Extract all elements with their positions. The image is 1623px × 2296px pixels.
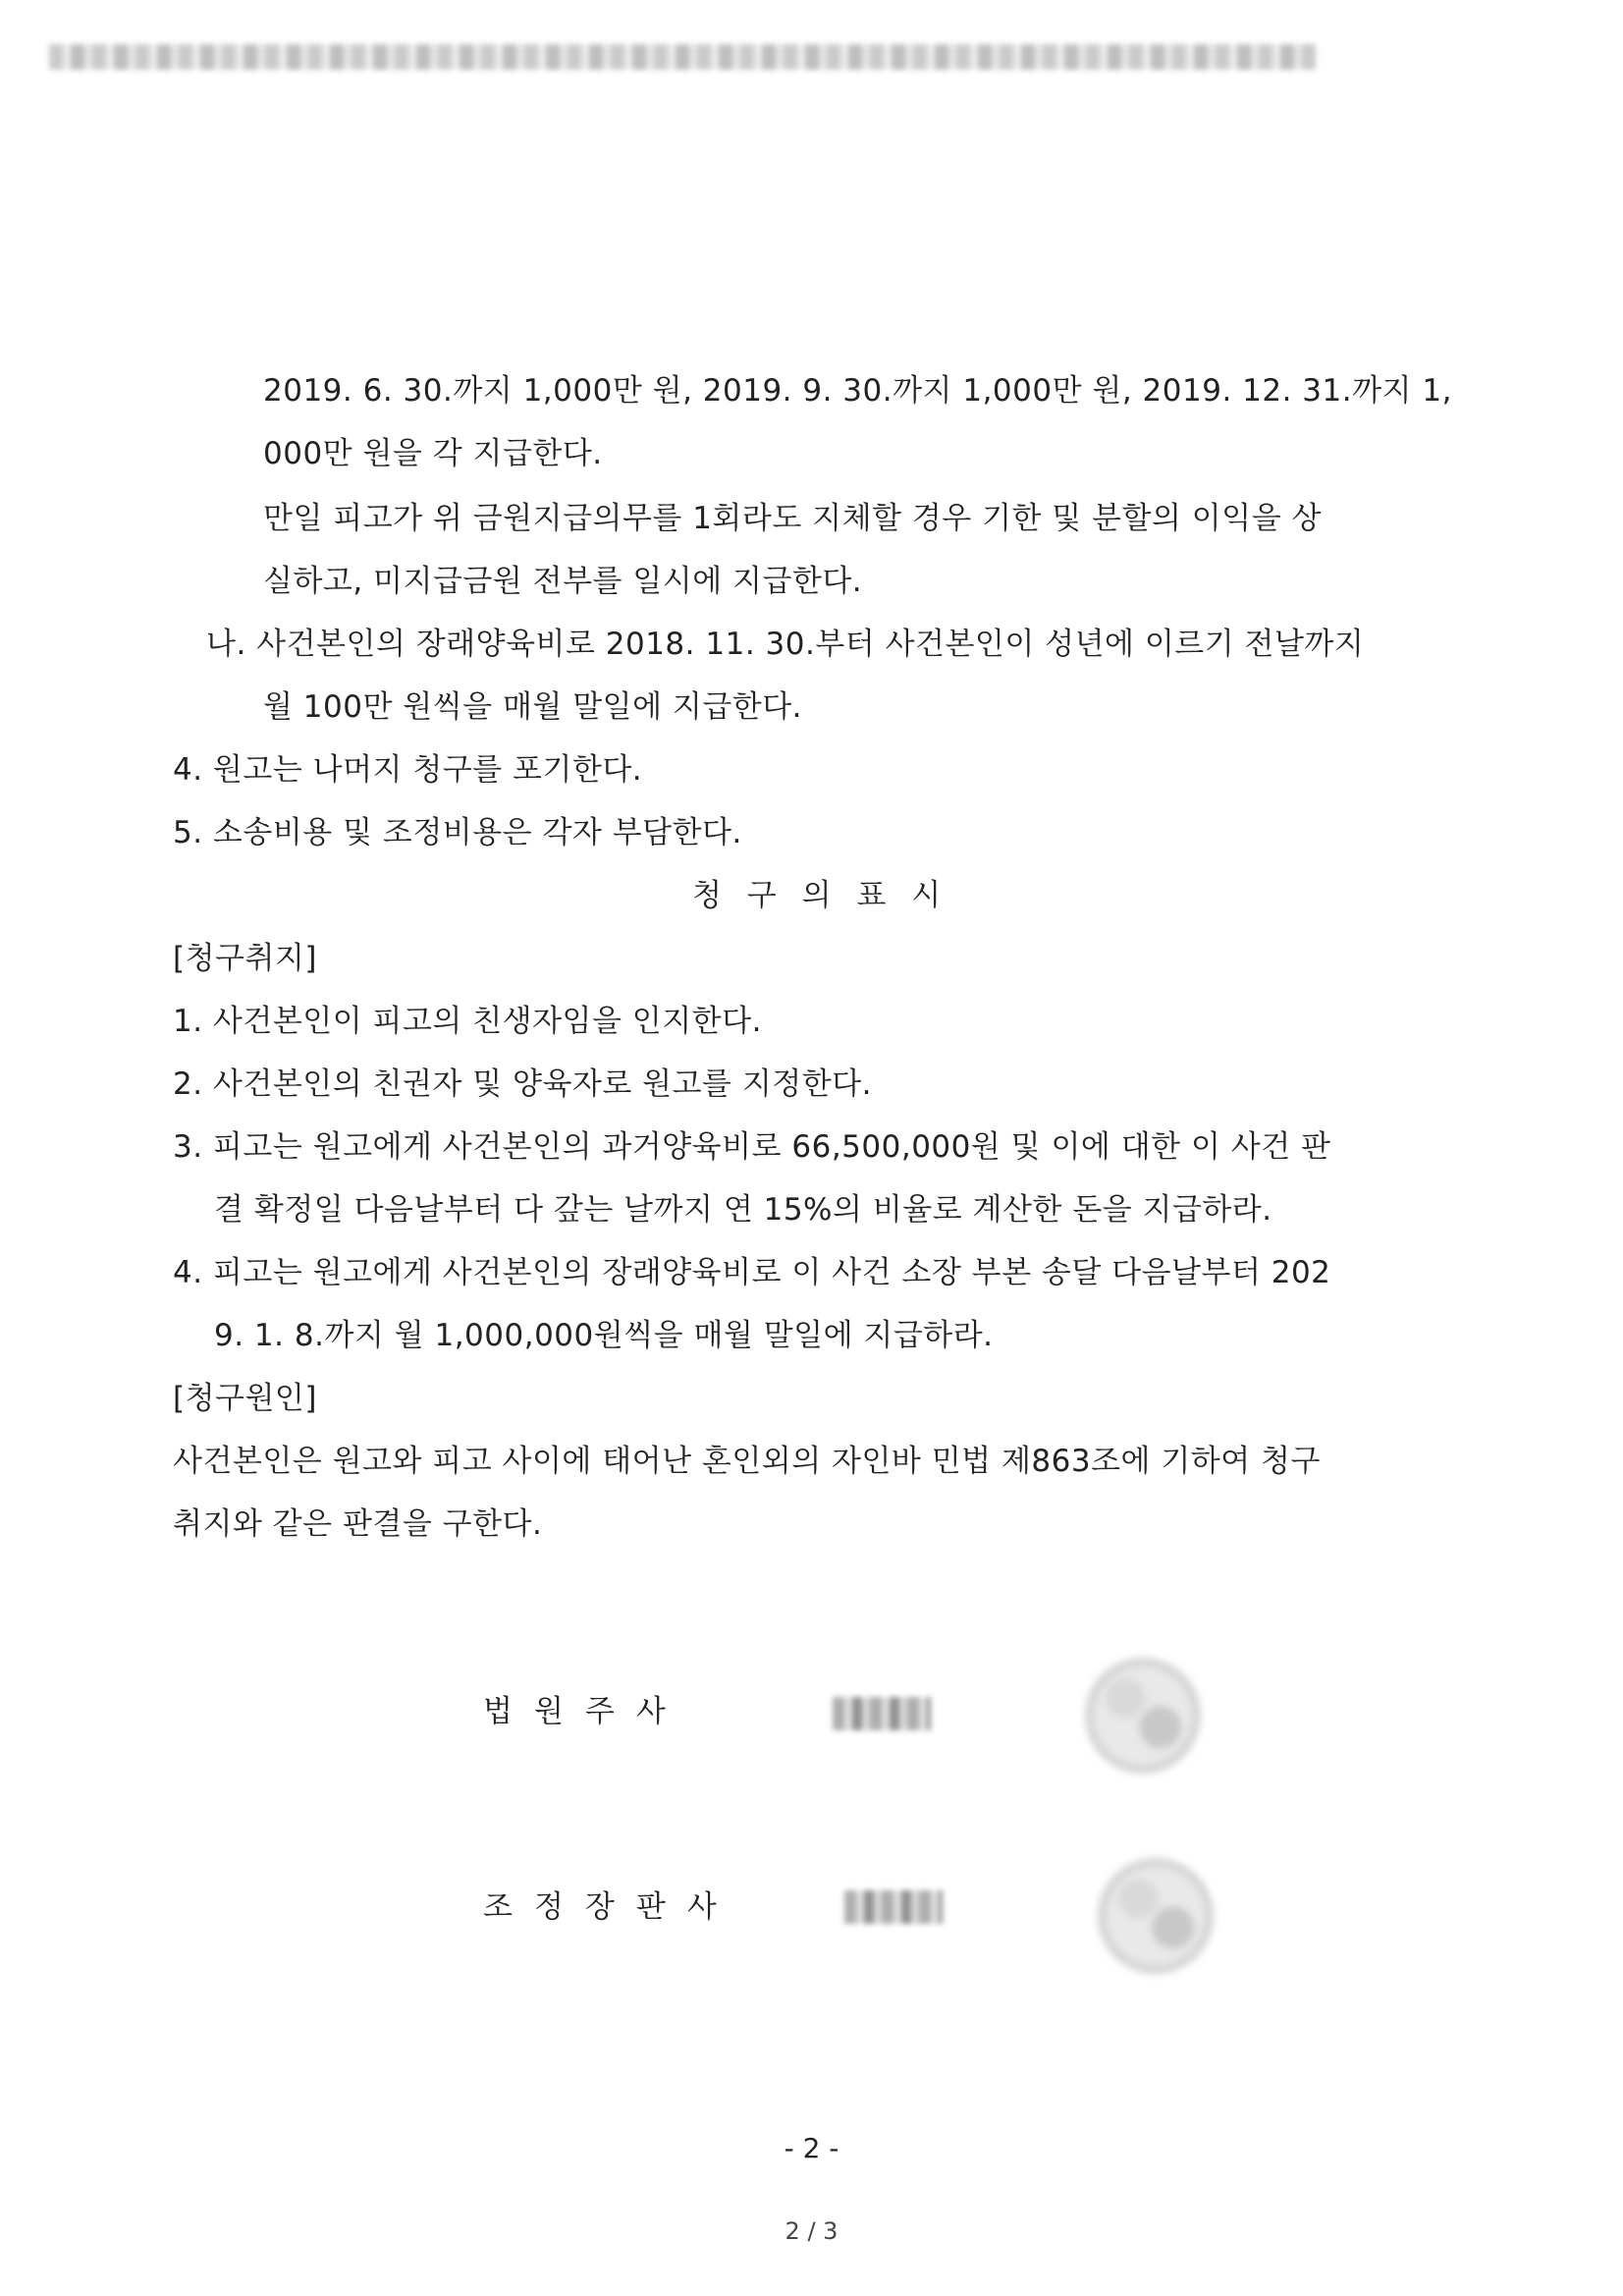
redacted-clerk-name [833, 1697, 931, 1730]
text-line: 5. 소송비용 및 조정비용은 각자 부담한다. [173, 815, 742, 850]
clerk-label: 법원주사 [483, 1694, 687, 1729]
text-line: 나. 사건본인의 장래양육비로 2018. 11. 30.부터 사건본인이 성년에 이르기 전날까지 [206, 627, 1365, 662]
redacted-judge-name [844, 1890, 943, 1924]
text-line: 취지와 같은 판결을 구한다. [173, 1506, 543, 1542]
text-line: 2. 사건본인의 친권자 및 양육자로 원고를 지정한다. [173, 1066, 872, 1102]
redacted-header [49, 44, 1316, 70]
text-line: 9. 1. 8.까지 월 1,000,000원씩을 매월 말일에 지급하라. [214, 1318, 994, 1353]
page-number: - 2 - [784, 2132, 839, 2164]
subsection-heading: [청구원인] [173, 1381, 317, 1416]
text-line: 월 100만 원씩을 매월 말일에 지급한다. [263, 689, 803, 725]
text-line: 실하고, 미지급금원 전부를 일시에 지급한다. [263, 564, 863, 599]
text-line: 2019. 6. 30.까지 1,000만 원, 2019. 9. 30.까지 1,000만 원, 2019. 12. 31.까지 1, [263, 373, 1452, 409]
text-line: 사건본인은 원고와 피고 사이에 태어난 혼인외의 자인바 민법 제863조에 기하여 청구 [173, 1444, 1321, 1479]
judge-seal [1098, 1858, 1214, 1974]
text-line: 4. 원고는 나머지 청구를 포기한다. [173, 752, 643, 788]
page-count: 2 / 3 [784, 2217, 839, 2245]
section-heading: 청 구 의 표 시 [692, 878, 949, 913]
text-line: 만일 피고가 위 금원지급의무를 1회라도 지체할 경우 기한 및 분할의 이익을 상 [263, 501, 1322, 536]
text-line: 000만 원을 각 지급한다. [263, 436, 603, 471]
judge-label: 조정장판사 [483, 1889, 738, 1925]
text-line: 4. 피고는 원고에게 사건본인의 장래양육비로 이 사건 소장 부본 송달 다음날부터 202 [173, 1255, 1331, 1290]
clerk-seal [1085, 1658, 1201, 1774]
text-line: 1. 사건본인이 피고의 친생자임을 인지한다. [173, 1004, 762, 1039]
text-line: 결 확정일 다음날부터 다 갚는 날까지 연 15%의 비율로 계산한 돈을 지급하라. [214, 1192, 1272, 1228]
subsection-heading: [청구취지] [173, 941, 317, 976]
text-line: 3. 피고는 원고에게 사건본인의 과거양육비로 66,500,000원 및 이에 대한 이 사건 판 [173, 1129, 1331, 1165]
